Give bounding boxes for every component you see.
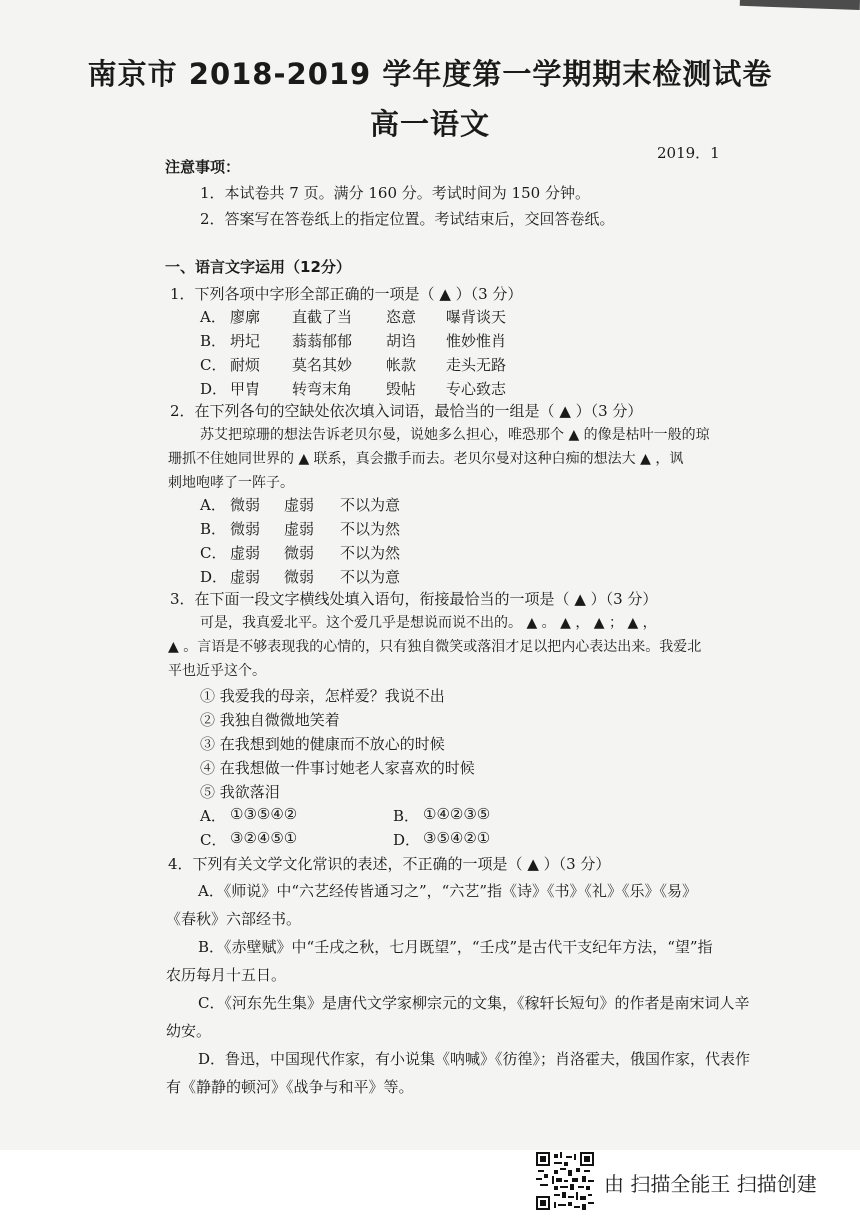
option-word: 廖廓 [230,308,261,326]
option-word: 微弱 [284,568,315,586]
option-label: D． [200,568,228,586]
exam-subject: 高一语文 [369,107,490,141]
notice-item: 1．本试卷共 7 页。满分 160 分。考试时间为 150 分钟。 [200,184,590,202]
option-line: C．《河东先生集》是唐代文学家柳宗元的文集，《稼轩长短句》的作者是南宋词人辛 [198,994,750,1012]
option-word: 微弱 [230,520,261,538]
qr-code-icon [536,1152,594,1210]
option-word: 直截了当 [292,308,353,326]
option-word: 虚弱 [230,568,261,586]
option-word: 嚗背谈天 [446,308,507,326]
option-label: D． [200,380,228,398]
exam-date: 2019．1 [657,144,720,162]
sentence-item: ③ 在我想到她的健康而不放心的时候 [200,735,445,753]
option-line: D．鲁迅，中国现代作家，有小说集《呐喊》《彷徨》；肖洛霍夫，俄国作家，代表作 [198,1050,751,1068]
option-line: 农历每月十五日。 [166,966,287,984]
passage-line: ▲ 。言语是不够表现我的心情的，只有独自微笑或落泪才足以把内心表达出来。我爱北 [168,639,702,655]
option-line: 《春秋》六部经书。 [166,910,302,928]
option-label: C． [200,831,227,849]
option-word: 胡诌 [386,332,417,350]
passage-line: 可是，我真爱北平。这个爱几乎是想说而说不出的。 ▲ 。 ▲ ， ▲ ； ▲ ， [200,615,657,631]
option-value: ③②④⑤① [230,829,298,847]
notice-item: 2．答案写在答卷纸上的指定位置。考试结束后，交回答卷纸。 [200,210,615,228]
option-word: 帐款 [386,356,417,374]
passage-line: 刺地咆哮了一阵子。 [168,475,294,491]
option-word: 不以为然 [340,520,401,538]
option-line: 有《静静的顿河》《战争与和平》等。 [166,1078,414,1096]
option-word: 虚弱 [284,496,315,514]
option-row [200,378,600,398]
option-label: B． [200,520,227,538]
option-word: 虚弱 [230,544,261,562]
section-heading: 一、语言文字运用（12分） [165,258,351,276]
option-row [200,518,500,538]
option-label: D． [393,831,421,849]
option-word: 恣意 [386,308,417,326]
sentence-item: ⑤ 我欲落泪 [200,783,280,801]
exam-title: 南京市 2018-2019 学年度第一学期期末检测试卷 [87,57,773,91]
option-word: 微弱 [230,496,261,514]
question-stem: 1．下列各项中字形全部正确的一项是（ ▲ ）（3 分） [170,285,523,303]
option-word: 专心致志 [446,380,507,398]
option-word: 不以为然 [340,544,401,562]
option-word: 不以为意 [340,496,401,514]
option-value: ③⑤④②① [423,829,491,847]
option-label: A． [200,308,226,326]
option-value: ①④②③⑤ [423,805,491,823]
option-value: ①③⑤④② [230,805,298,823]
option-row [200,330,600,350]
question-stem: 3．在下面一段文字横线处填入语句，衔接最恰当的一项是（ ▲ ）（3 分） [170,590,658,608]
option-line: A．《师说》中“六艺经传皆通习之”，“六艺”指《诗》《书》《礼》《乐》《易》 [198,882,698,900]
option-row [200,306,600,326]
option-line: B．《赤壁赋》中“壬戌之秋，七月既望”，“壬戌”是古代干支纪年方法，“望”指 [198,938,713,956]
option-word: 不以为意 [340,568,401,586]
option-word: 莫名其妙 [292,356,353,374]
option-label: B． [393,807,420,825]
option-label: A． [200,496,226,514]
sentence-item: ④ 在我想做一件事讨她老人家喜欢的时候 [200,759,475,777]
scanner-watermark-text: 由 扫描全能王 扫描创建 [604,1172,817,1196]
option-label: C． [200,356,227,374]
option-word: 坍圮 [230,332,261,350]
question-stem: 2．在下列各句的空缺处依次填入词语，最恰当的一组是（ ▲ ）（3 分） [170,402,643,420]
option-word: 虚弱 [284,520,315,538]
passage-line: 苏艾把琼珊的想法告诉老贝尔曼，说她多么担心，唯恐那个 ▲ 的像是枯叶一般的琼 [200,427,710,443]
option-word: 惟妙惟肖 [446,332,507,350]
option-label: A． [200,807,226,825]
option-word: 甲胄 [230,380,261,398]
option-row [200,805,600,825]
option-word: 转弯末角 [292,380,353,398]
option-line: 幼安。 [166,1022,212,1040]
sentence-item: ② 我独自微微地笑着 [200,711,340,729]
question-stem: 4．下列有关文学文化常识的表述，不正确的一项是（ ▲ ）（3 分） [168,855,611,873]
passage-line: 平也近乎这个。 [168,663,266,679]
notice-heading: 注意事项： [165,158,241,176]
option-word: 蓊蓊郁郁 [292,332,353,350]
option-word: 走头无路 [446,356,507,374]
sentence-item: ① 我爱我的母亲，怎样爱？我说不出 [200,687,445,705]
option-row [200,354,600,374]
option-row [200,566,500,586]
option-word: 耐烦 [230,356,261,374]
option-label: B． [200,332,227,350]
passage-line: 珊抓不住她同世界的 ▲ 联系，真会撒手而去。老贝尔曼对这种白痴的想法大 ▲ ，讽 [168,451,684,467]
option-word: 毁帖 [386,380,417,398]
option-word: 微弱 [284,544,315,562]
option-label: C． [200,544,227,562]
option-row [200,542,500,562]
option-row [200,494,500,514]
scan-edge-shadow [740,0,860,10]
option-row [200,829,600,849]
